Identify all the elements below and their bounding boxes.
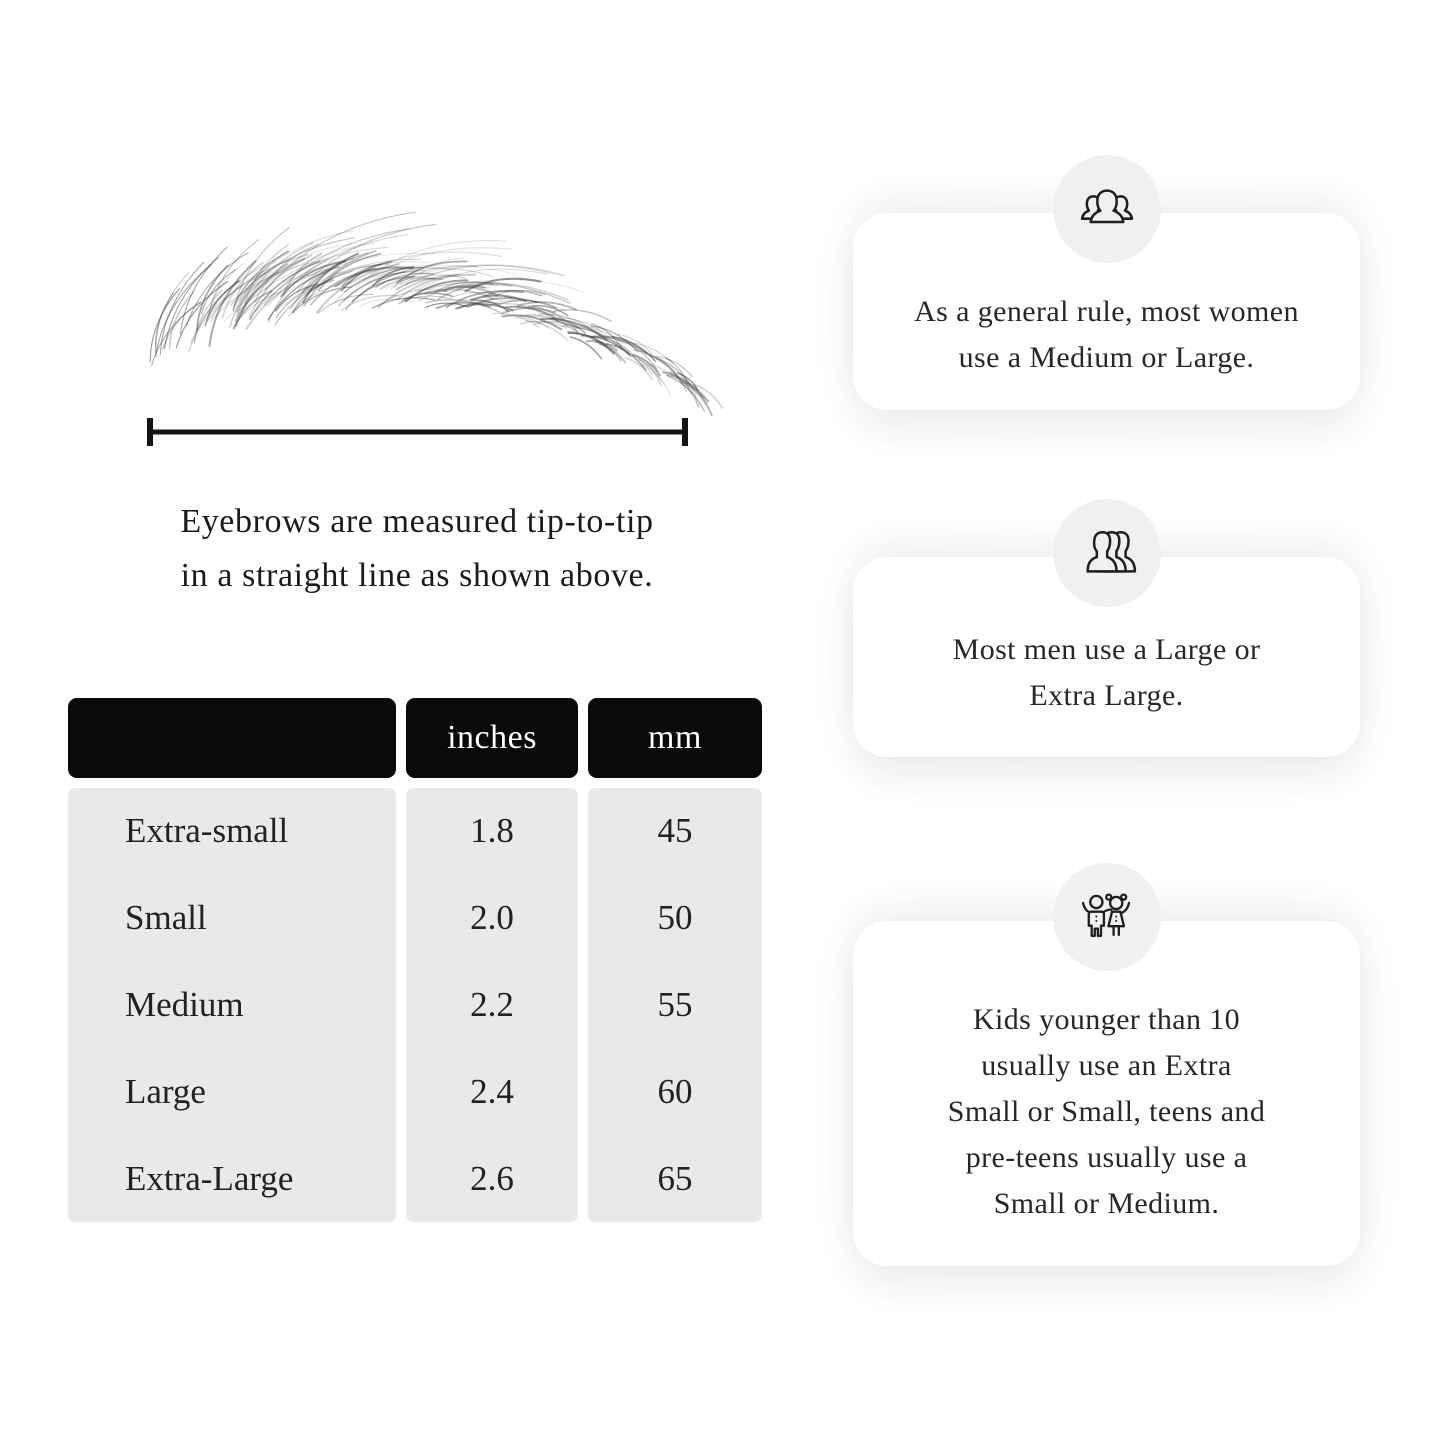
inches-cell: 1.8 <box>470 811 514 851</box>
table-row <box>68 898 762 938</box>
mm-cell: 60 <box>657 1071 693 1111</box>
size-table-rows <box>68 788 762 1222</box>
inches-cell: 2.0 <box>470 898 514 938</box>
info-card-women <box>853 213 1360 410</box>
mm-cell: 50 <box>657 898 693 938</box>
size-table <box>68 698 762 1224</box>
size-table-header-mm <box>588 698 762 778</box>
card-text-line: Small or Medium. <box>993 1187 1220 1220</box>
measurement-caption <box>67 495 767 603</box>
header-inches-label: inches <box>447 719 537 756</box>
info-card-kids <box>853 921 1360 1266</box>
table-row <box>68 1159 762 1199</box>
table-row <box>68 985 762 1025</box>
women-group-icon <box>1053 155 1161 263</box>
card-text-line: Kids younger than 10 <box>972 1003 1241 1036</box>
size-table-header-inches <box>406 698 578 778</box>
size-label-cell: Small <box>125 898 207 938</box>
size-table-header-blank <box>68 698 396 778</box>
card-text-line: usually use an Extra <box>981 1049 1232 1082</box>
table-row <box>68 811 762 851</box>
inches-cell: 2.4 <box>470 1071 514 1111</box>
card-text-line: As a general rule, most women <box>914 295 1299 328</box>
mm-cell: 65 <box>657 1158 693 1198</box>
card-text-line: Small or Small, teens and <box>947 1095 1266 1128</box>
table-row <box>68 1072 762 1112</box>
caption-line-1: Eyebrows are measured tip-to-tip <box>180 503 654 540</box>
eyebrow-hairs <box>150 212 722 415</box>
kids-icon <box>1053 863 1161 971</box>
size-label-cell: Large <box>125 1071 206 1111</box>
size-label-cell: Medium <box>125 984 244 1024</box>
size-label-cell: Extra-small <box>125 811 289 851</box>
header-mm-label: mm <box>648 719 702 756</box>
card-text-line: Most men use a Large or <box>952 633 1261 666</box>
inches-cell: 2.2 <box>470 984 514 1024</box>
mm-cell: 55 <box>657 984 693 1024</box>
caption-line-2: in a straight line as shown above. <box>180 557 654 594</box>
size-label-cell: Extra-Large <box>125 1158 294 1198</box>
card-text-line: pre-teens usually use a <box>965 1141 1248 1174</box>
men-group-icon <box>1053 499 1161 607</box>
measurement-ruler <box>149 418 686 446</box>
card-text-line: Extra Large. <box>1029 679 1184 712</box>
card-text-line: use a Medium or Large. <box>958 341 1255 374</box>
mm-cell: 45 <box>657 811 693 851</box>
inches-cell: 2.6 <box>470 1158 514 1198</box>
info-card-men <box>853 557 1360 757</box>
